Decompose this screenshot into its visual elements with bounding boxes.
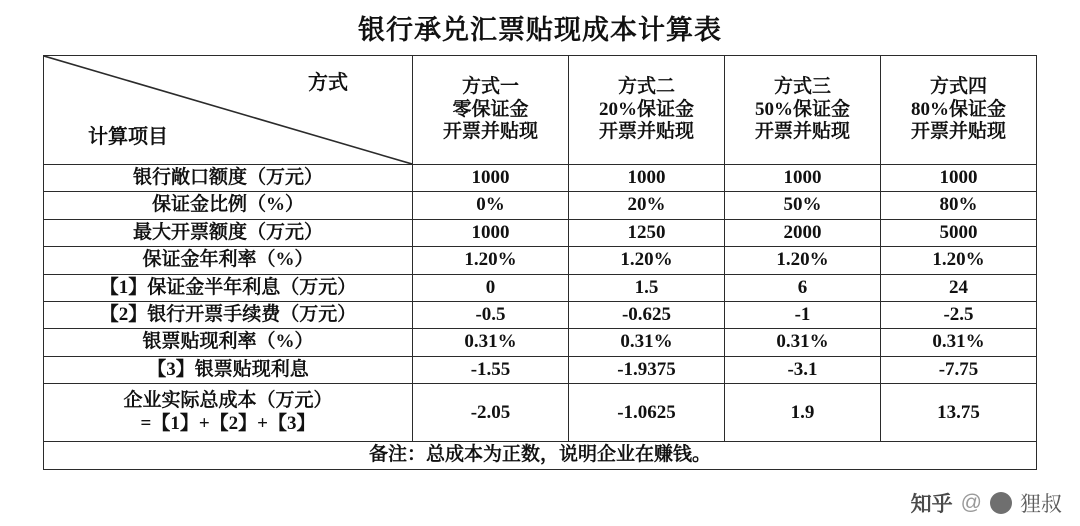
table-row — [44, 219, 1037, 246]
table-row — [44, 329, 1037, 356]
column-header-1-line3: 开票并贴现 — [442, 121, 538, 143]
total-row — [44, 384, 1037, 442]
column-header-1-line1: 方式一 — [461, 76, 519, 98]
table-row — [44, 302, 1037, 329]
cell-r7-c3: -7.75 — [881, 356, 1037, 383]
corner-header-cell — [44, 56, 413, 165]
cell-r6-c2: 0.31% — [725, 329, 881, 356]
table-row — [44, 247, 1037, 274]
cell-r5-c3: -2.5 — [881, 302, 1037, 329]
column-header-2-line2: 20%保证金 — [598, 98, 694, 120]
total-cell-c3: 13.75 — [881, 384, 1037, 442]
table-header-row — [44, 56, 1037, 165]
row-label-4: 【1】保证金半年利息（万元） — [44, 274, 413, 301]
cell-r4-c1: 1.5 — [569, 274, 725, 301]
cell-r7-c2: -3.1 — [725, 356, 881, 383]
row-label-0: 银行敞口额度（万元） — [44, 165, 413, 192]
row-label-7: 【3】银票贴现利息 — [44, 356, 413, 383]
corner-top-label: 方式 — [308, 72, 348, 94]
cell-r4-c3: 24 — [881, 274, 1037, 301]
table-row — [44, 192, 1037, 219]
cell-r2-c2: 2000 — [725, 219, 881, 246]
table-row — [44, 274, 1037, 301]
column-header-3-line2: 50%保证金 — [754, 98, 850, 120]
column-header-2-line3: 开票并贴现 — [598, 121, 694, 143]
total-row-label — [44, 384, 413, 442]
total-cell-c1: -1.0625 — [569, 384, 725, 442]
corner-bottom-label: 计算项目 — [88, 126, 168, 149]
cell-r0-c2: 1000 — [725, 165, 881, 192]
cell-r0-c0: 1000 — [413, 165, 569, 192]
column-header-3-line3: 开票并贴现 — [754, 121, 850, 143]
cell-r1-c2: 50% — [725, 192, 881, 219]
cell-r5-c1: -0.625 — [569, 302, 725, 329]
column-header-4-line1: 方式四 — [929, 76, 987, 98]
column-header-2-line1: 方式二 — [617, 76, 675, 98]
cell-r6-c3: 0.31% — [881, 329, 1037, 356]
table-row — [44, 165, 1037, 192]
cell-r4-c0: 0 — [413, 274, 569, 301]
row-label-1: 保证金比例（%） — [44, 192, 413, 219]
cell-r3-c0: 1.20% — [413, 247, 569, 274]
cell-r1-c0: 0% — [413, 192, 569, 219]
cost-calculation-table — [43, 55, 1037, 470]
column-header-1 — [413, 56, 569, 165]
row-label-6: 银票贴现利率（%） — [44, 329, 413, 356]
total-row-label-line1: 企业实际总成本（万元） — [123, 390, 333, 412]
note-text: 备注：总成本为正数，说明企业在赚钱。 — [44, 442, 1037, 469]
row-label-2: 最大开票额度（万元） — [44, 219, 413, 246]
cell-r7-c1: -1.9375 — [569, 356, 725, 383]
row-label-3: 保证金年利率（%） — [44, 247, 413, 274]
cell-r2-c0: 1000 — [413, 219, 569, 246]
cell-r1-c1: 20% — [569, 192, 725, 219]
cell-r2-c1: 1250 — [569, 219, 725, 246]
cell-r3-c1: 1.20% — [569, 247, 725, 274]
row-label-5: 【2】银行开票手续费（万元） — [44, 302, 413, 329]
column-header-3 — [725, 56, 881, 165]
total-row-label-line2: =【1】+【2】+【3】 — [140, 412, 316, 434]
total-cell-c0: -2.05 — [413, 384, 569, 442]
cell-r3-c3: 1.20% — [881, 247, 1037, 274]
cell-r3-c2: 1.20% — [725, 247, 881, 274]
cell-r6-c0: 0.31% — [413, 329, 569, 356]
column-header-4-line3: 开票并贴现 — [910, 121, 1006, 143]
watermark-brand: 知乎 — [910, 493, 953, 516]
cell-r5-c2: -1 — [725, 302, 881, 329]
cell-r2-c3: 5000 — [881, 219, 1037, 246]
column-header-3-line1: 方式三 — [773, 76, 831, 98]
page-title: 银行承兑汇票贴现成本计算表 — [358, 15, 722, 45]
cell-r7-c0: -1.55 — [413, 356, 569, 383]
watermark-user: 狸叔 — [1020, 493, 1062, 516]
watermark-separator: @ — [960, 491, 982, 514]
watermark — [911, 488, 1062, 518]
cell-r0-c1: 1000 — [569, 165, 725, 192]
column-header-1-line2: 零保证金 — [452, 98, 529, 120]
column-header-4-line2: 80%保证金 — [910, 98, 1006, 120]
note-row — [44, 442, 1037, 469]
cell-r5-c0: -0.5 — [413, 302, 569, 329]
total-cell-c2: 1.9 — [725, 384, 881, 442]
table-row — [44, 356, 1037, 383]
avatar — [990, 492, 1012, 514]
cell-r0-c3: 1000 — [881, 165, 1037, 192]
column-header-2 — [569, 56, 725, 165]
cell-r1-c3: 80% — [881, 192, 1037, 219]
column-header-4 — [881, 56, 1037, 165]
cell-r4-c2: 6 — [725, 274, 881, 301]
cell-r6-c1: 0.31% — [569, 329, 725, 356]
